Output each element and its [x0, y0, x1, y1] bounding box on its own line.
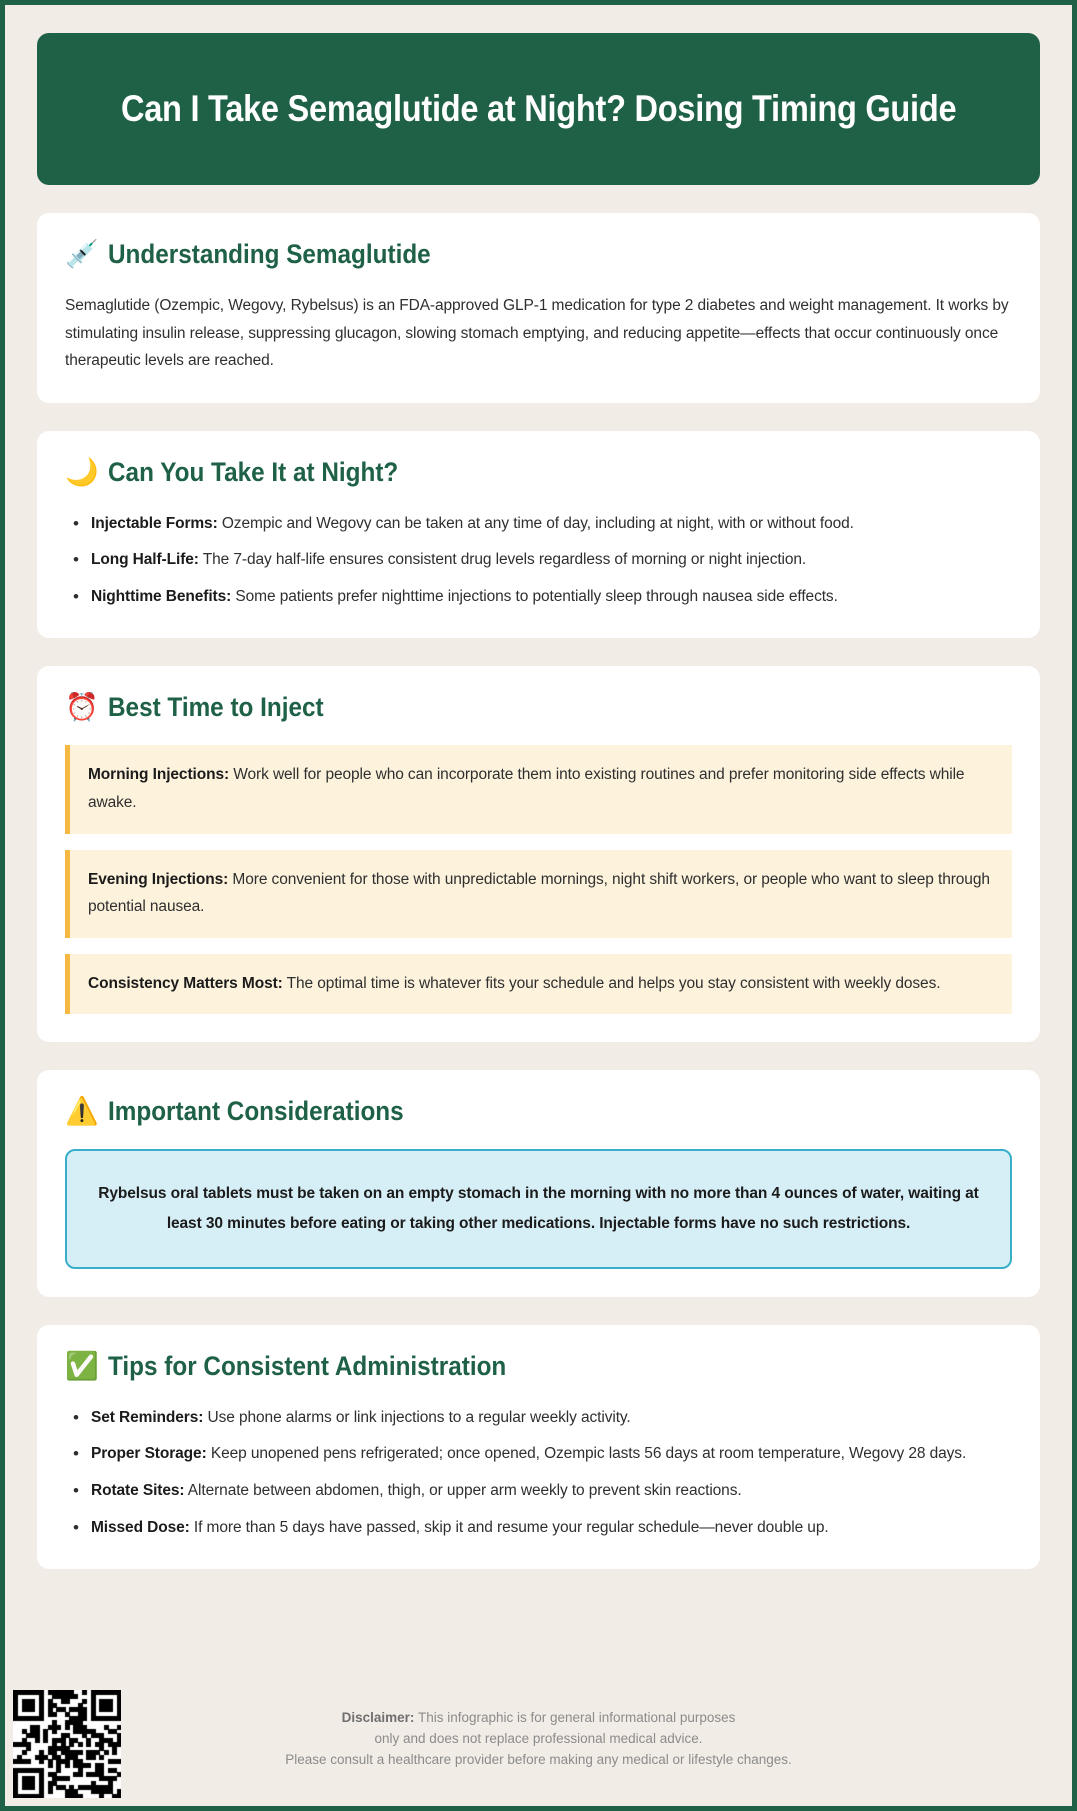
highlight-lead: Evening Injections:	[88, 870, 229, 888]
list-item-text: Use phone alarms or link injections to a regular weekly activity.	[203, 1408, 631, 1426]
qr-code[interactable]	[13, 1690, 121, 1798]
highlight-text: More convenient for those with unpredictable mornings, night shift workers, or people who want to sleep through potential nausea.	[88, 870, 990, 916]
list-item-lead: Proper Storage:	[91, 1445, 207, 1463]
list-item-text: Some patients prefer nighttime injections to potentially sleep through nausea side effects.	[231, 587, 838, 605]
crescent-moon-icon: 🌙	[65, 456, 99, 487]
section-title-best-time: Best Time to Inject	[108, 692, 324, 723]
list-item-text: Ozempic and Wegovy can be taken at any time of day, including at night, with or without food.	[217, 514, 854, 532]
highlight-text: Work well for people who can incorporate them into existing routines and prefer monitoring side effects while awake.	[88, 766, 965, 812]
highlight-text: The optimal time is whatever fits your schedule and helps you stay consistent with weekly doses.	[282, 974, 941, 992]
alert-box-rybelsus: Rybelsus oral tablets must be taken on an empty stomach in the morning with no more than 4 ounces of water, waiting at least 30 minutes before eating or taking other medications. Injectable forms have no such restrictions.	[65, 1149, 1012, 1269]
section-header	[65, 1351, 1012, 1382]
page-title: Can I Take Semaglutide at Night? Dosing Timing Guide	[120, 88, 957, 129]
section-header	[65, 692, 1012, 723]
warning-triangle-icon: ⚠️	[65, 1096, 99, 1127]
disclaimer-text	[5, 1708, 1072, 1771]
section-best-time-to-inject	[37, 666, 1040, 1042]
alarm-clock-icon: ⏰	[65, 692, 99, 723]
list-item	[65, 510, 1012, 538]
highlight-box	[65, 954, 1012, 1015]
highlight-box	[65, 745, 1012, 833]
disclaimer-line-2: only and does not replace professional medical advice.	[374, 1730, 703, 1746]
list-item-lead: Missed Dose:	[91, 1518, 190, 1536]
at-night-list	[65, 510, 1012, 611]
disclaimer-lead: Disclaimer:	[341, 1710, 415, 1725]
disclaimer-line-1	[5, 1708, 1072, 1729]
section-header	[65, 1096, 1012, 1127]
list-item-lead: Rotate Sites:	[91, 1482, 185, 1500]
section-header	[65, 239, 1012, 270]
section-header	[65, 457, 1012, 488]
disclaimer-line-3: Please consult a healthcare provider before making any medical or lifestyle changes.	[285, 1751, 792, 1767]
list-item-lead: Nighttime Benefits:	[91, 587, 232, 605]
section-tips-for-consistent-administration	[37, 1325, 1040, 1569]
section-title-considerations: Important Considerations	[108, 1096, 404, 1127]
check-mark-button-icon: ✅	[65, 1350, 99, 1381]
highlight-box	[65, 850, 1012, 938]
list-item-lead: Set Reminders:	[91, 1408, 204, 1426]
section-title-tips: Tips for Consistent Administration	[108, 1350, 507, 1381]
list-item	[65, 1477, 1012, 1505]
section-can-you-take-it-at-night	[37, 431, 1040, 639]
section-title-understanding: Understanding Semaglutide	[108, 239, 431, 269]
list-item-lead: Injectable Forms:	[91, 514, 218, 532]
syringe-icon: 💉	[65, 239, 99, 269]
list-item	[65, 583, 1012, 611]
section-important-considerations	[37, 1070, 1040, 1297]
footer	[5, 1686, 1072, 1806]
list-item-text: Alternate between abdomen, thigh, or upper arm weekly to prevent skin reactions.	[184, 1482, 742, 1500]
list-item	[65, 546, 1012, 574]
list-item	[65, 1514, 1012, 1542]
list-item	[65, 1440, 1012, 1468]
list-item-text: The 7-day half-life ensures consistent drug levels regardless of morning or night injection.	[198, 551, 807, 569]
section-title-at-night: Can You Take It at Night?	[108, 456, 399, 487]
list-item	[65, 1404, 1012, 1432]
list-item-lead: Long Half-Life:	[91, 551, 199, 569]
list-item-text: If more than 5 days have passed, skip it and resume your regular schedule—never double up.	[189, 1518, 829, 1536]
highlight-lead: Morning Injections:	[88, 766, 230, 784]
list-item-text: Keep unopened pens refrigerated; once opened, Ozempic lasts 56 days at room temperature, Wegovy 28 days.	[206, 1445, 967, 1463]
disclaimer-line-1-text: This infographic is for general informational purposes	[414, 1710, 736, 1725]
highlight-lead: Consistency Matters Most:	[88, 974, 283, 992]
tips-list	[65, 1404, 1012, 1541]
section-understanding-semaglutide	[37, 213, 1040, 403]
understanding-paragraph: Semaglutide (Ozempic, Wegovy, Rybelsus) is an FDA-approved GLP-1 medication for type 2 diabetes and weight management. It works by stimulating insulin release, suppressing glucagon, slowing stomach emptying, and reducing appetite—effects that occur continuously once therapeutic levels are reached.	[65, 297, 1009, 370]
header-banner	[37, 33, 1040, 185]
